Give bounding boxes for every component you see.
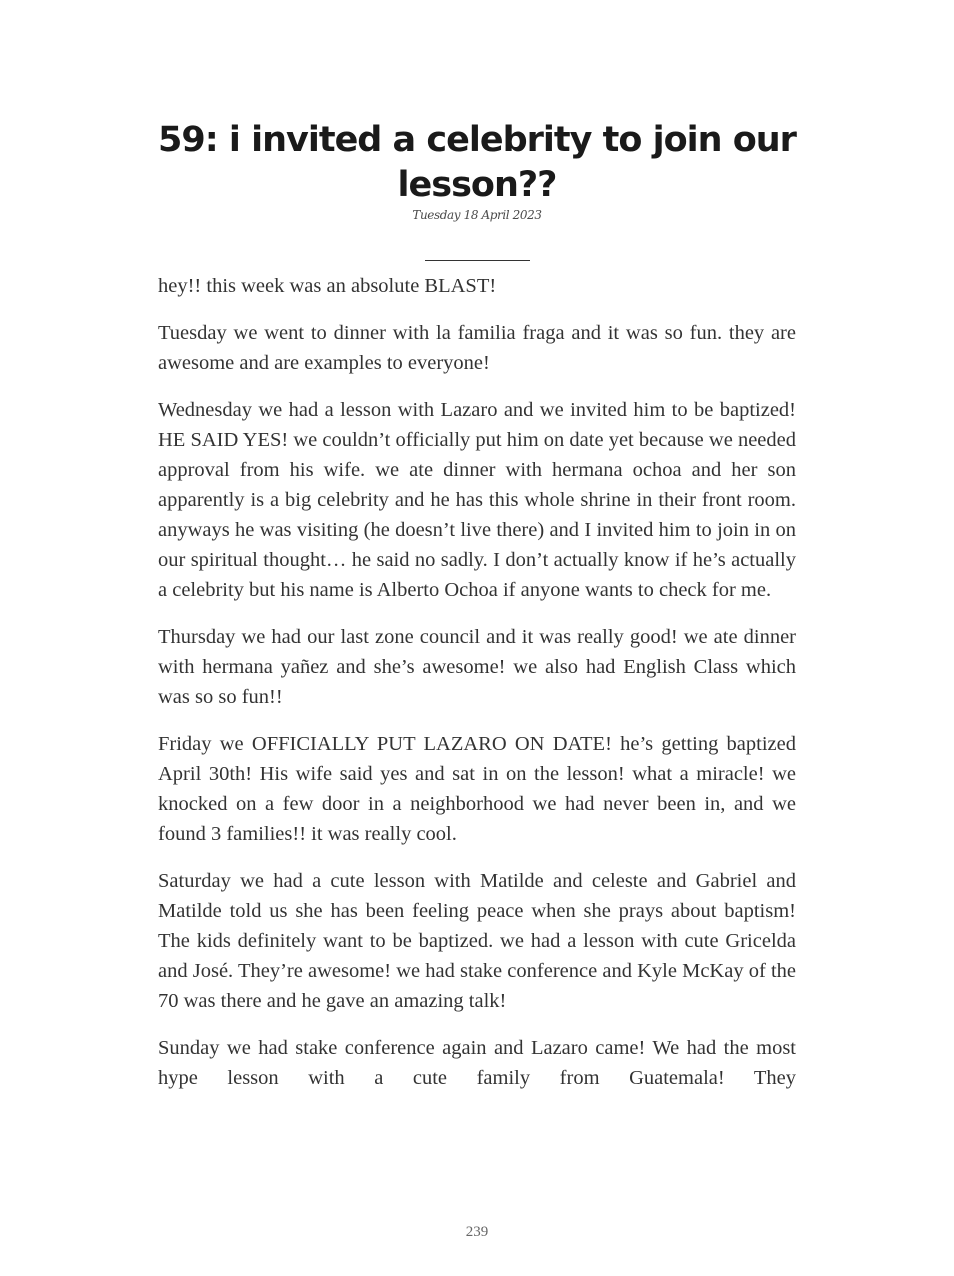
paragraph: Thursday we had our last zone council and it was really good! we ate dinner with hermana yañez and she’s awesome! we also had English Class which was so so fun!! — [158, 626, 796, 708]
paragraph: Wednesday we had a lesson with Lazaro and we invited him to be baptized! HE SAID YES! we couldn’t officially put him on date yet because we needed approval from his wife. we ate dinner with hermana ochoa and her son apparently is a big celebrity and he has this whole shrine in their front room. anyways he was visiting (he doesn’t live there) and I invited him to join in on our spiritual thought… he said no sadly. I don’t actually know if he’s actually a celebrity but his name is Alberto Ochoa if anyone wants to check for me. — [158, 399, 796, 601]
page-number: 239 — [465, 1224, 489, 1240]
paragraph: Friday we OFFICIALLY PUT LAZARO ON DATE! he’s getting baptized April 30th! His wife said yes and sat in on the lesson! what a miracle! we knocked on a few door in a neighborhood we had never been in, and we found 3 families!! it was really cool. — [158, 733, 796, 845]
paragraph: Saturday we had a cute lesson with Matilde and celeste and Gabriel and Matilde told us she has been feeling peace when she prays about baptism! The kids definitely want to be baptized. we had a lesson with cute Gricelda and José. They’re awesome! we had stake conference and Kyle McKay of the 70 was there and he gave an amazing talk! — [158, 870, 796, 1012]
paragraph: hey!! this week was an absolute BLAST! — [158, 275, 497, 297]
chapter-title: 59: i invited a celebrity to join our lesson?? — [158, 120, 796, 205]
paragraph: Sunday we had stake conference again and Lazaro came! We had the most hype lesson with a cute family from Guatemala! They — [158, 1037, 796, 1089]
paragraph: Tuesday we went to dinner with la familia fraga and it was so fun. they are awesome and are examples to everyone! — [158, 322, 796, 374]
chapter-date: Tuesday 18 April 2023 — [412, 208, 542, 222]
chapter-body — [158, 271, 796, 1093]
title-divider — [425, 260, 530, 261]
